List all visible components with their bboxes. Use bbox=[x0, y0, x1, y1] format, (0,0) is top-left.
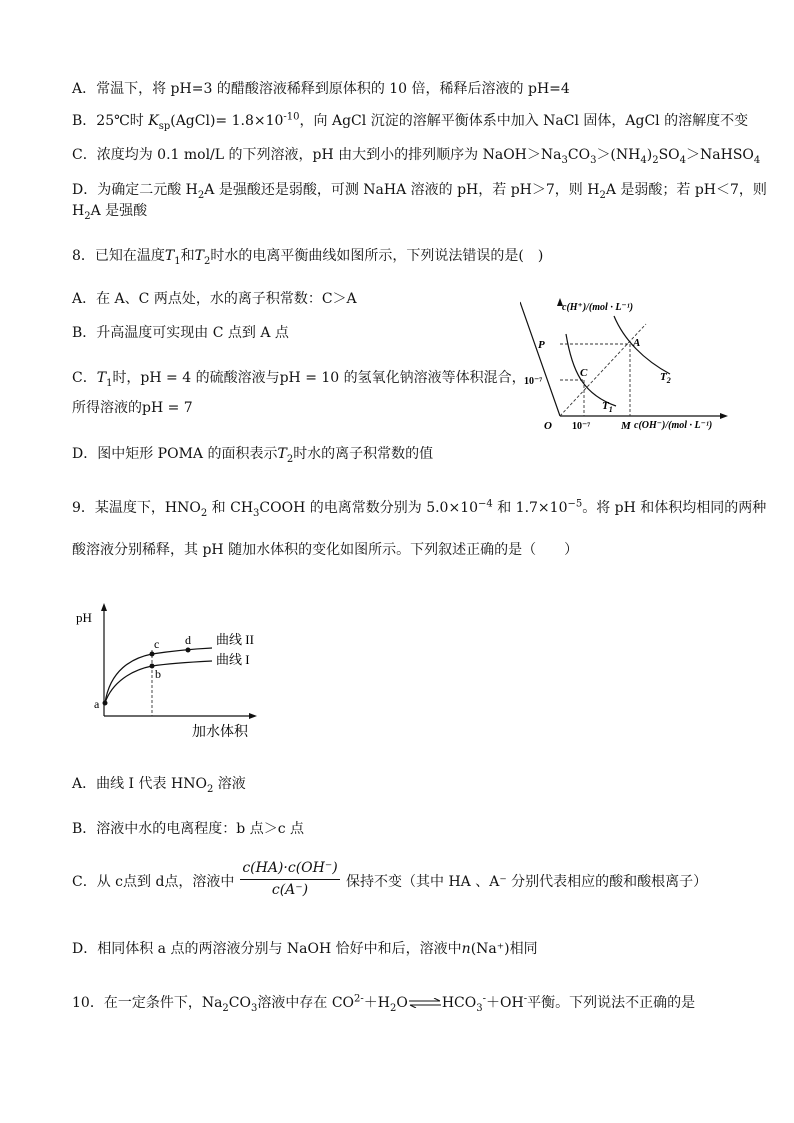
point-d bbox=[186, 648, 191, 653]
q8-stem: 8．已知在温度$T_1$和$T_2$时水的电离平衡曲线如图所示，下列说法错误的是( ) bbox=[72, 248, 544, 267]
q9-option-a: A．曲线 I 代表 $HNO_2$ 溶液 bbox=[72, 776, 246, 795]
point-c bbox=[150, 652, 155, 657]
q8-option-a: A．在 A、C 两点处，水的离子积常数：C＞A bbox=[72, 291, 357, 307]
water-ionization-graph bbox=[520, 296, 732, 436]
q7-option-d-line2: $H_2A$ 是强酸 bbox=[72, 203, 148, 222]
q8-option-d: D．图中矩形 POMA 的面积表示$T_2$时水的离子积常数的值 bbox=[72, 446, 434, 465]
equilibrium-arrow bbox=[408, 998, 442, 1008]
y-arrow bbox=[101, 603, 107, 611]
q9-option-c-suffix: 保持不变（其中 HA 、A⁻ 分别代表相应的酸和酸根离子） bbox=[346, 874, 708, 890]
label-p: P bbox=[538, 339, 545, 351]
label-t2: $T_2$ bbox=[660, 371, 671, 385]
point-b bbox=[150, 664, 155, 669]
y-axis bbox=[520, 302, 560, 416]
q8-option-c-line2: 所得溶液的pH = 7 bbox=[72, 400, 193, 416]
q8-option-c-line1: C．$T_1$时，pH = 4 的硫酸溶液与pH = 10 的氢氧化钠溶液等体积混合， bbox=[72, 370, 526, 389]
q9-graph-xlabel: 加水体积 bbox=[192, 725, 248, 740]
q7-option-a: A．常温下，将 pH=3 的醋酸溶液稀释到原体积的 10 倍，稀释后溶液的 pH=4 bbox=[72, 81, 570, 97]
q7-option-d-line1: D．为确定二元酸 $H_2A$ 是强酸还是弱酸，可测 NaHA 溶液的 pH，若 pH＞7，则 $H_2A$ 是弱酸；若 pH＜7，则 bbox=[72, 182, 767, 201]
q9-option-c-fraction bbox=[234, 860, 346, 899]
t1-curve bbox=[566, 334, 616, 406]
label-b: b bbox=[155, 667, 161, 681]
label-o: O bbox=[544, 420, 552, 432]
tick-x: 10⁻⁷ bbox=[572, 421, 591, 432]
label-c: C bbox=[580, 367, 588, 379]
t2-curve bbox=[614, 316, 670, 374]
q7-option-b: B．25℃时 $K_{sp}(AgCl)= 1.8\times 10^{-10}$，向 AgCl 沉淀的溶解平衡体系中加入 NaCl 固体，AgCl 的溶解度不变 bbox=[72, 111, 749, 132]
label-c: c bbox=[154, 637, 160, 651]
tick-y: 10⁻⁷ bbox=[524, 376, 543, 387]
q8-graph-xlabel: c(OH⁻)/(mol · L⁻¹) bbox=[634, 420, 713, 431]
fraction-numerator: c(HA)·c(OH⁻) bbox=[242, 860, 338, 876]
x-arrow bbox=[720, 413, 728, 419]
label-curve-i: 曲线 I bbox=[216, 652, 250, 667]
label-d: d bbox=[185, 633, 191, 647]
label-t1: $T_1$ bbox=[602, 400, 613, 414]
ph-dilution-graph bbox=[72, 600, 272, 746]
x-arrow bbox=[249, 713, 257, 719]
q8-option-b: B．升高温度可实现由 C 点到 A 点 bbox=[72, 325, 289, 341]
label-curve-ii: 曲线 II bbox=[216, 632, 254, 647]
label-a: a bbox=[94, 697, 100, 711]
fraction-denominator: c(A⁻) bbox=[271, 882, 309, 898]
q9-option-b: B．溶液中水的电离程度：b 点＞c 点 bbox=[72, 821, 304, 837]
q9-graph-ylabel: pH bbox=[76, 610, 92, 625]
q9-stem-line2: 酸溶液分别稀释，其 pH 随加水体积的变化如图所示。下列叙述正确的是（ ） bbox=[72, 542, 579, 558]
label-m: M bbox=[621, 420, 631, 432]
q8-graph-ylabel: c(H⁺)/(mol · L⁻¹) bbox=[562, 302, 634, 313]
label-a: A bbox=[633, 337, 641, 349]
q10-stem: 10．在一定条件下，$Na_2CO_3$溶液中存在 $CO^{2-}+H_2O$ $HCO_3^-+OH^-$平衡。下列说法不正确的是 bbox=[72, 993, 696, 1014]
fraction-bar bbox=[240, 879, 340, 880]
q9-option-c-prefix: C．从 c点到 d点，溶液中 bbox=[72, 874, 235, 890]
q9-option-d: D．相同体积 a 点的两溶液分别与 NaOH 恰好中和后，溶液中n(Na⁺)相同 bbox=[72, 941, 538, 957]
point-a bbox=[103, 701, 108, 706]
q9-stem-line1: 9．某温度下，$HNO_2$ 和 $CH_3COOH$ 的电离常数分别为 $5.0\times 10^{-4}$ 和 $1.7\times 10^{-5}$。将 pH 和体积均相同的两种 bbox=[72, 498, 767, 519]
q7-option-c: C．浓度均为 0.1 mol/L 的下列溶液，pH 由大到小的排列顺序为 $NaOH>Na_3CO_3>(NH_4)_2SO_4>NaHSO_4$ bbox=[72, 147, 761, 166]
